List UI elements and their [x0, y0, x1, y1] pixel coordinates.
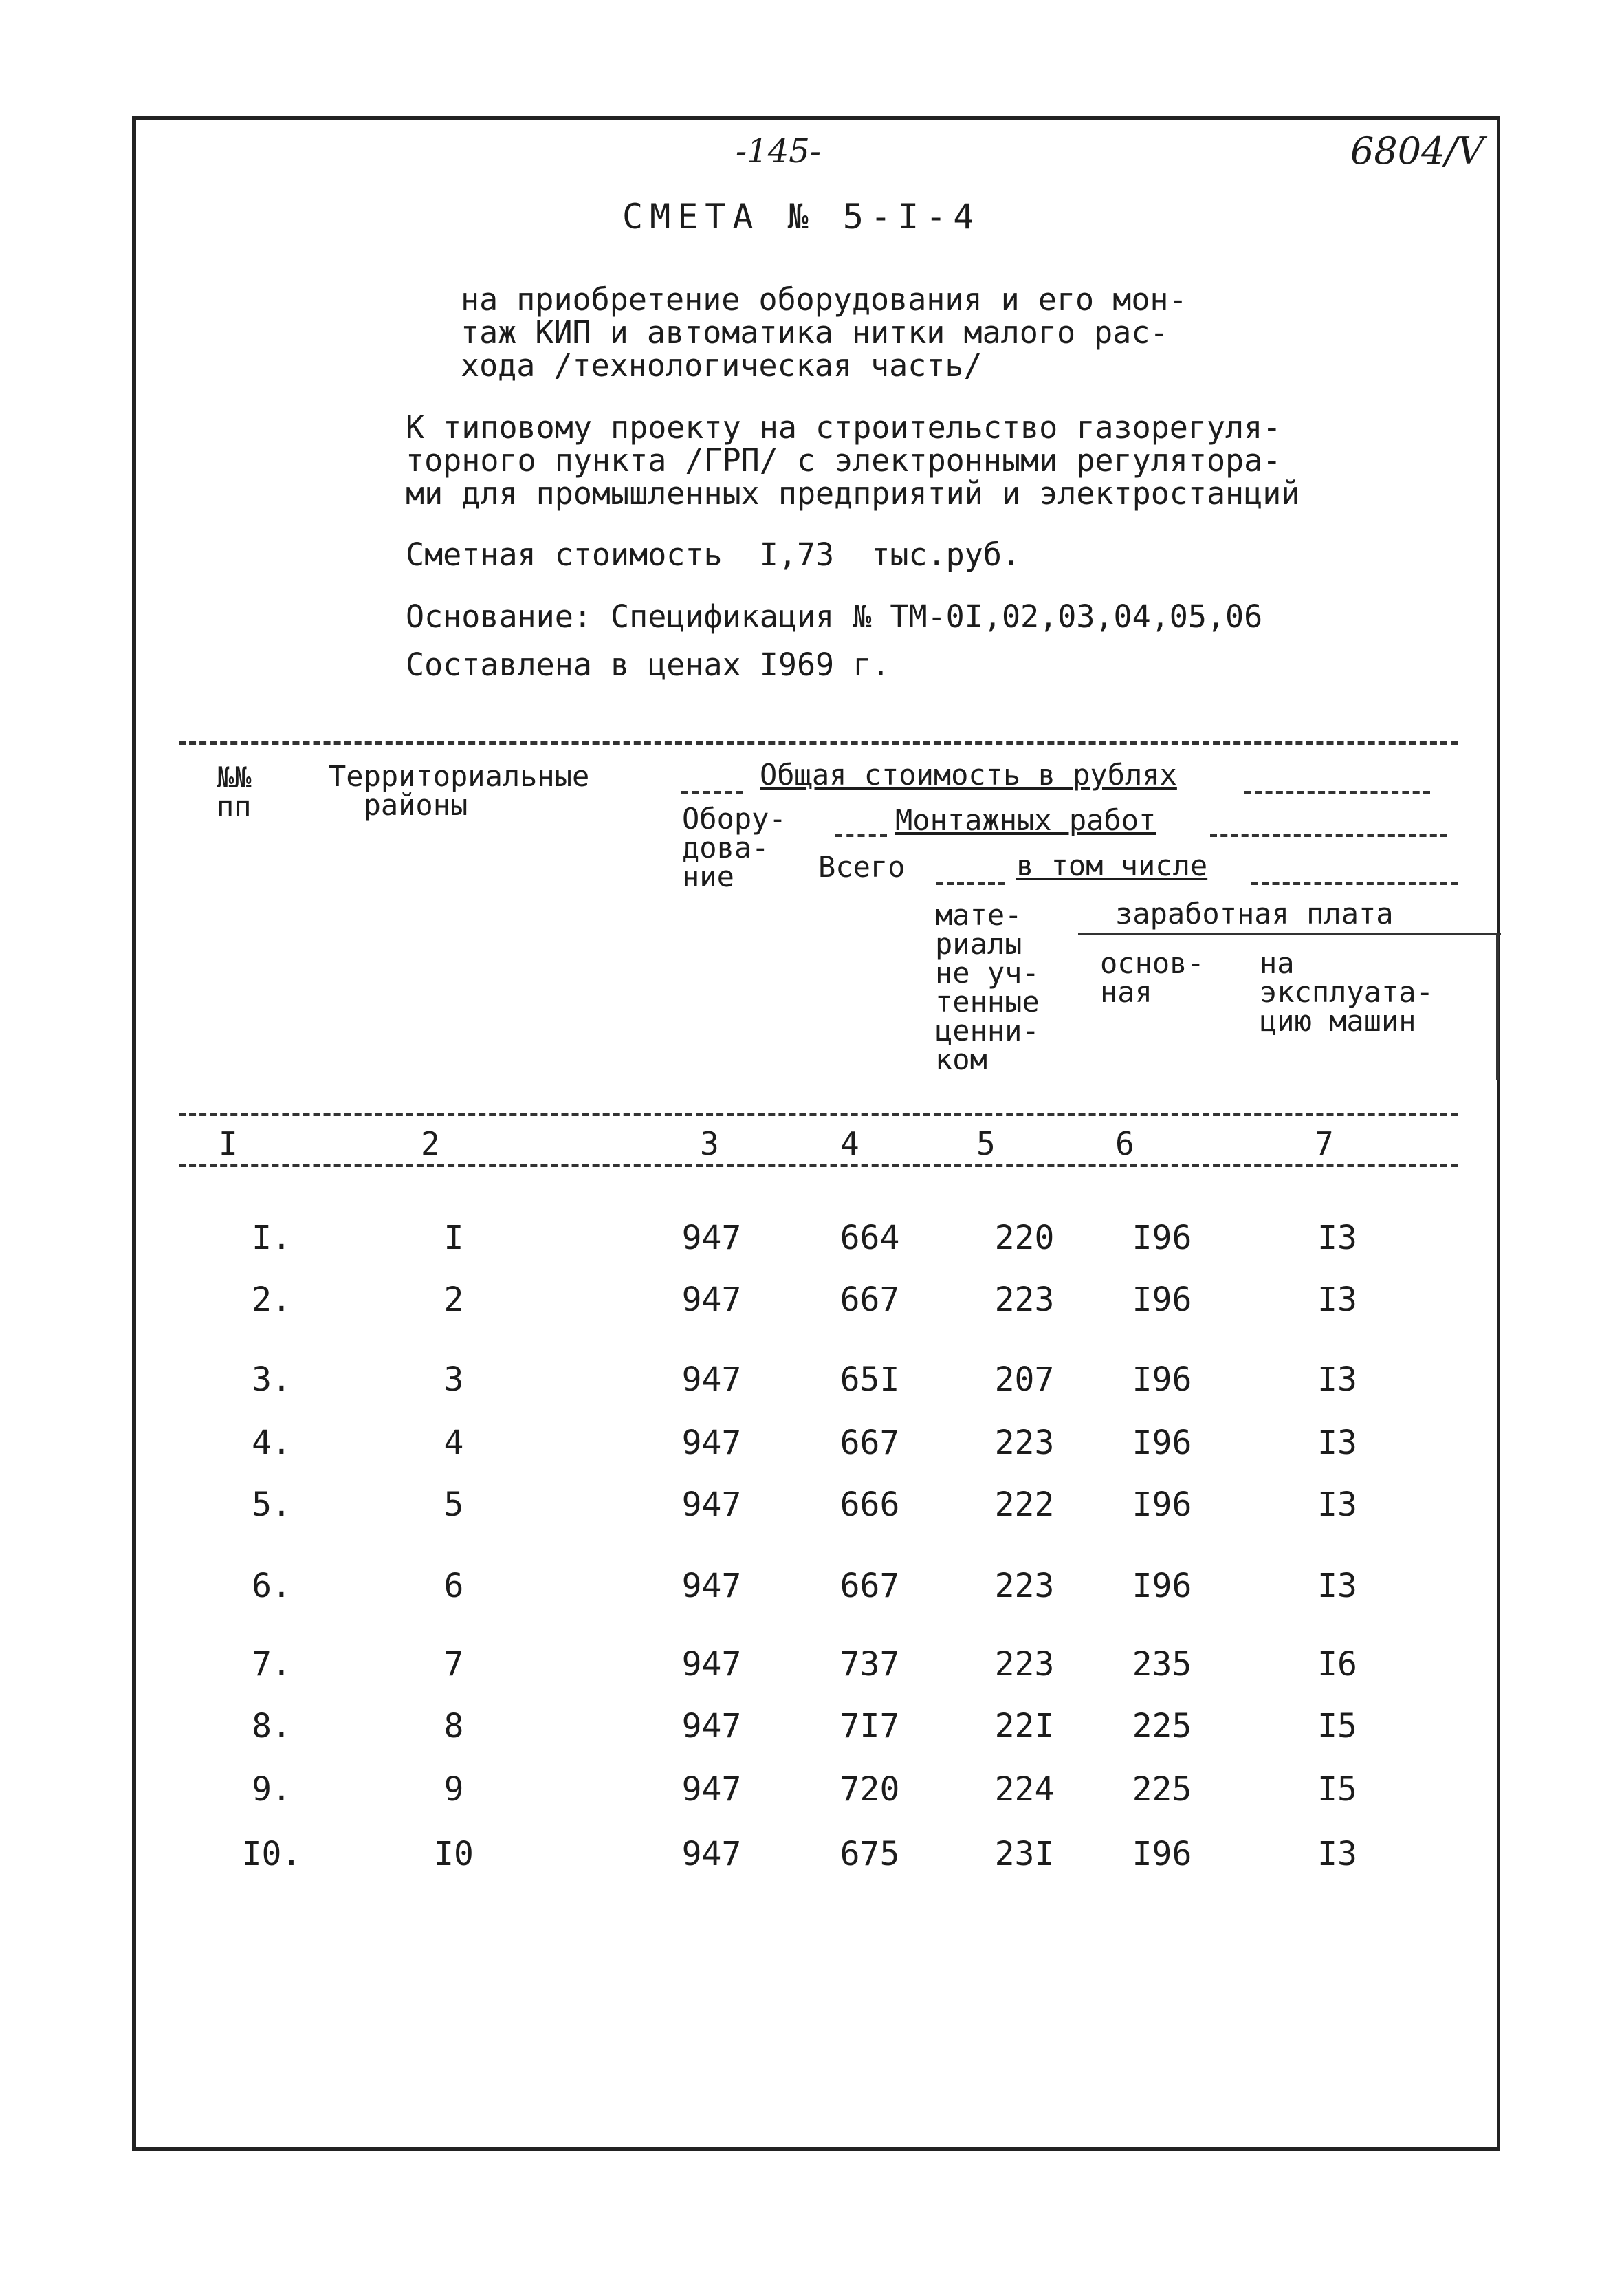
- cell-row-num: 2.: [252, 1281, 292, 1319]
- col-num-7: 7: [1315, 1125, 1334, 1162]
- cell-row-num: I.: [252, 1219, 292, 1257]
- cell-region: I: [443, 1219, 464, 1257]
- header-including: в том числе: [1016, 849, 1208, 882]
- cell-wages-machines: I5: [1317, 1707, 1357, 1745]
- cell-wages-basic: 235: [1132, 1645, 1192, 1684]
- cell-wages-basic: I96: [1132, 1835, 1192, 1873]
- rule: [936, 882, 1005, 885]
- estimate-purpose: на приобретение оборудования и его мон- таж КИП и автоматика нитки малого рас- хода /технологическая часть/: [461, 281, 1187, 384]
- cell-equipment-cost: 947: [681, 1485, 742, 1524]
- cell-equipment-cost: 947: [681, 1567, 742, 1605]
- rule: [681, 791, 743, 794]
- cell-wages-machines: I3: [1317, 1360, 1357, 1399]
- cell-installation-total: 667: [840, 1281, 900, 1319]
- cell-region: 7: [443, 1645, 464, 1684]
- cell-materials: 22I: [994, 1707, 1055, 1745]
- cell-wages-machines: I3: [1317, 1567, 1357, 1605]
- cell-row-num: 8.: [252, 1707, 292, 1745]
- cell-materials: 207: [994, 1360, 1055, 1399]
- cell-materials: 223: [994, 1281, 1055, 1319]
- cell-installation-total: 65I: [840, 1360, 900, 1399]
- cell-installation-total: 7I7: [840, 1707, 900, 1745]
- cell-materials: 223: [994, 1645, 1055, 1684]
- project-description: К типовому проекту на строительство газорегуля- торного пункта /ГРП/ с электронными регулятора- ми для промышленных предприятий и электростанций: [406, 409, 1300, 512]
- header-total-cost: Общая стоимость в рублях: [760, 758, 1177, 792]
- page-number: -145-: [736, 132, 822, 171]
- cell-installation-total: 667: [840, 1567, 900, 1605]
- header-basic: основ- ная: [1100, 946, 1205, 1009]
- cell-materials: 223: [994, 1424, 1055, 1462]
- rule: [835, 834, 887, 837]
- header-wages: заработная плата: [1115, 897, 1394, 930]
- cell-region: 3: [443, 1360, 464, 1399]
- basis: Основание: Спецификация № ТМ-0I,02,03,04,05,06: [406, 598, 1263, 635]
- cell-row-num: 6.: [252, 1567, 292, 1605]
- cell-row-num: I0.: [241, 1835, 302, 1873]
- cell-materials: 223: [994, 1567, 1055, 1605]
- cell-region: 2: [443, 1281, 464, 1319]
- cell-row-num: 5.: [252, 1485, 292, 1524]
- rule: [1496, 935, 1499, 1080]
- column-number-rule: [179, 1164, 1458, 1167]
- cell-equipment-cost: 947: [681, 1281, 742, 1319]
- cell-equipment-cost: 947: [681, 1835, 742, 1873]
- cell-region: 6: [443, 1567, 464, 1605]
- cell-installation-total: 666: [840, 1485, 900, 1524]
- col-num-6: 6: [1115, 1125, 1134, 1162]
- header-installation: Монтажных работ: [895, 803, 1156, 837]
- header-bottom-rule: [179, 1113, 1458, 1116]
- cell-wages-machines: I6: [1317, 1645, 1357, 1684]
- cell-region: 8: [443, 1707, 464, 1745]
- header-machines: на эксплуата- цию машин: [1260, 946, 1434, 1038]
- cell-equipment-cost: 947: [681, 1360, 742, 1399]
- cell-row-num: 4.: [252, 1424, 292, 1462]
- cell-installation-total: 675: [840, 1835, 900, 1873]
- col-num-2: 2: [421, 1125, 440, 1162]
- cell-row-num: 3.: [252, 1360, 292, 1399]
- document-title: СМЕТА № 5-I-4: [622, 197, 981, 237]
- header-total: Всего: [818, 850, 906, 884]
- cell-row-num: 7.: [252, 1645, 292, 1684]
- cell-wages-basic: I96: [1132, 1424, 1192, 1462]
- cell-equipment-cost: 947: [681, 1219, 742, 1257]
- cell-equipment-cost: 947: [681, 1424, 742, 1462]
- header-materials: мате- риалы не уч- тенные ценни- ком: [935, 898, 1040, 1076]
- rule: [1251, 882, 1458, 885]
- document-code: 6804/V: [1350, 129, 1484, 173]
- cell-equipment-cost: 947: [681, 1707, 742, 1745]
- header-regions: Территориальные районы: [329, 759, 590, 822]
- cell-row-num: 9.: [252, 1770, 292, 1809]
- cell-region: I0: [434, 1835, 474, 1873]
- cell-wages-basic: I96: [1132, 1485, 1192, 1524]
- cell-equipment-cost: 947: [681, 1770, 742, 1809]
- cell-wages-basic: I96: [1132, 1219, 1192, 1257]
- cell-wages-basic: I96: [1132, 1567, 1192, 1605]
- cell-wages-basic: 225: [1132, 1707, 1192, 1745]
- rule: [1210, 834, 1447, 837]
- col-num-5: 5: [976, 1125, 996, 1162]
- cell-materials: 224: [994, 1770, 1055, 1809]
- col-num-1: I: [219, 1125, 238, 1162]
- header-num: №№ пп: [217, 761, 252, 823]
- cell-installation-total: 664: [840, 1219, 900, 1257]
- price-level: Составлена в ценах I969 г.: [406, 646, 890, 683]
- cell-wages-machines: I3: [1317, 1424, 1357, 1462]
- cell-wages-machines: I5: [1317, 1770, 1357, 1809]
- col-num-4: 4: [840, 1125, 859, 1162]
- cell-wages-machines: I3: [1317, 1281, 1357, 1319]
- header-equipment: Обору- дова- ние: [682, 802, 787, 893]
- cell-wages-machines: I3: [1317, 1835, 1357, 1873]
- cell-wages-basic: 225: [1132, 1770, 1192, 1809]
- cell-region: 4: [443, 1424, 464, 1462]
- cell-materials: 222: [994, 1485, 1055, 1524]
- cell-equipment-cost: 947: [681, 1645, 742, 1684]
- cell-wages-basic: I96: [1132, 1281, 1192, 1319]
- cell-installation-total: 720: [840, 1770, 900, 1809]
- cell-installation-total: 667: [840, 1424, 900, 1462]
- rule: [1078, 933, 1501, 935]
- cell-materials: 23I: [994, 1835, 1055, 1873]
- rule: [1244, 791, 1430, 794]
- cell-wages-machines: I3: [1317, 1485, 1357, 1524]
- cell-region: 5: [443, 1485, 464, 1524]
- cell-installation-total: 737: [840, 1645, 900, 1684]
- cell-wages-machines: I3: [1317, 1219, 1357, 1257]
- col-num-3: 3: [700, 1125, 719, 1162]
- cell-materials: 220: [994, 1219, 1055, 1257]
- cell-region: 9: [443, 1770, 464, 1809]
- table-top-rule: [179, 741, 1458, 745]
- estimated-cost: Сметная стоимость I,73 тыс.руб.: [406, 536, 1021, 573]
- cell-wages-basic: I96: [1132, 1360, 1192, 1399]
